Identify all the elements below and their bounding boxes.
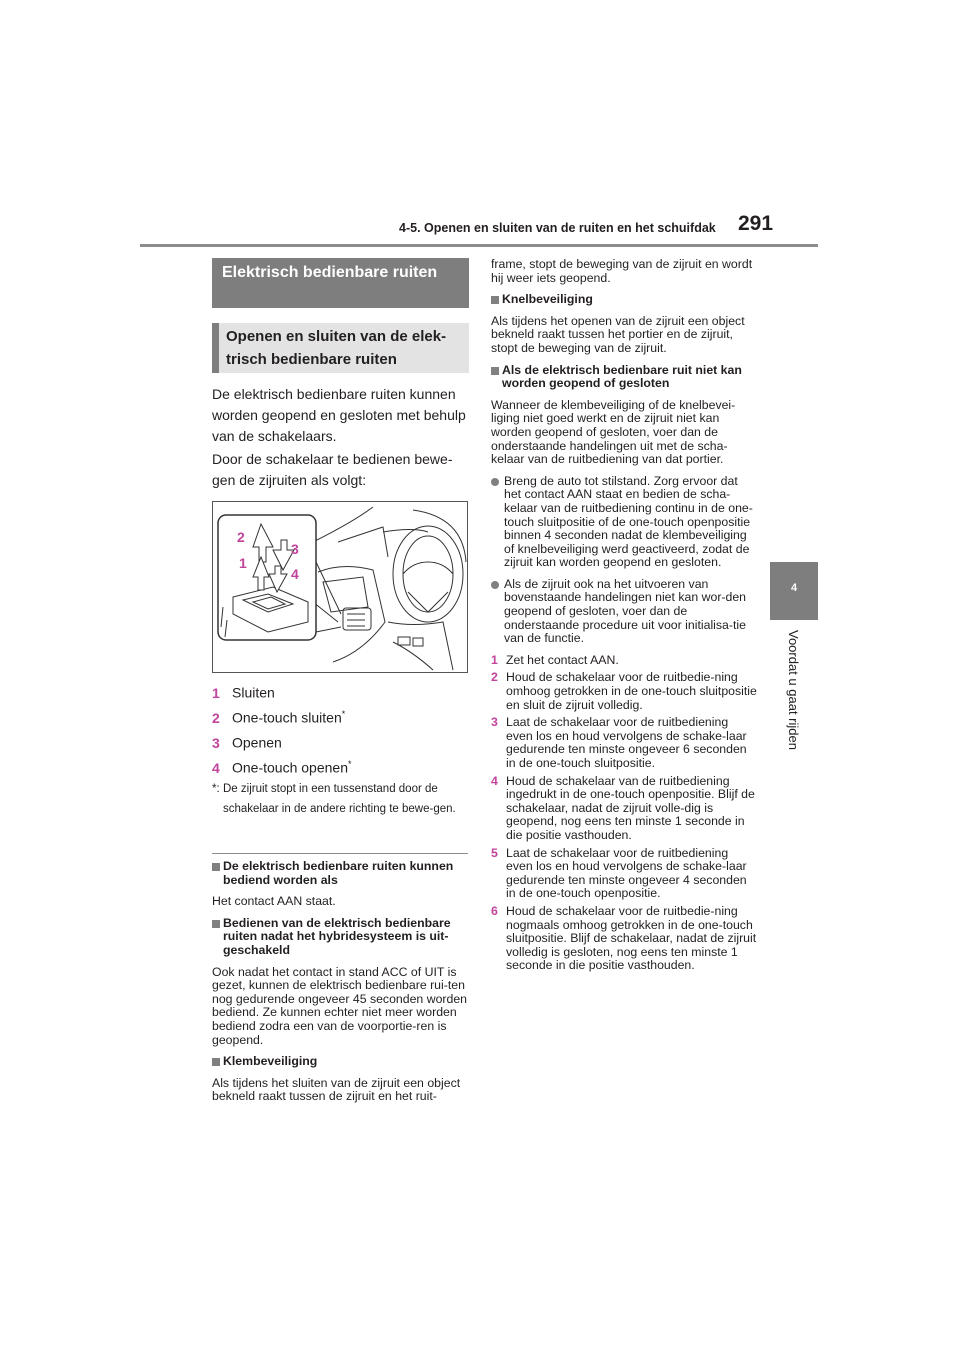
header-rule	[140, 244, 818, 247]
notes-right-column	[491, 258, 757, 977]
step-item: 1 Zet het contact AAN.	[491, 652, 619, 667]
window-switch-figure	[212, 501, 468, 673]
step-item: 3 Laat de schakelaar voor de ruitbediening even los en houd vervolgens de schake-laar gedurende ten minste ongeveer 6 seconden in de one-touch sluitpositie.	[491, 715, 747, 770]
callout-4: 4	[291, 566, 299, 582]
page-number: 291	[738, 212, 774, 235]
note-text: Ook nadat het contact in stand ACC of UIT is gezet, kunnen de elektrisch bedienbare rui-ten nog gedurende ongeveer 45 seconden worden bediend. Ze kunnen echter niet meer worden bediend zodra een van de voorportie-ren is geopend.	[212, 964, 468, 1047]
note-text: Het contact AAN staat.	[212, 894, 336, 909]
note-heading: Knelbeveiliging	[491, 293, 757, 307]
window-switch-illustration	[213, 502, 467, 672]
callout-3: 3	[291, 541, 299, 557]
section-divider	[212, 853, 468, 854]
note-text: Als tijdens het sluiten van de zijruit een object bekneld raakt tussen de zijruit en het ruit-	[212, 1075, 461, 1104]
list-item: 1 Sluiten	[212, 684, 275, 701]
chapter-tab	[770, 562, 818, 620]
note-text: frame, stopt de beweging van de zijruit en wordt hij weer iets geopend.	[491, 257, 753, 285]
subsection-title: Openen en sluiten van de elek-trisch bedienbare ruiten	[212, 323, 469, 373]
note-heading: Als de elektrisch bedienbare ruit niet kan worden geopend of gesloten	[491, 364, 757, 391]
note-text: Als tijdens het openen van de zijruit een object bekneld raakt tussen het portier en de zijruit, stopt de beweging van de zijruit.	[491, 313, 745, 355]
callout-1: 1	[239, 555, 247, 571]
section-title: Elektrisch bedienbare ruiten	[212, 258, 469, 308]
bullet-item: Breng de auto tot stilstand. Zorg ervoor dat het contact AAN staat en bedien de scha-kelaar van de ruitbediening continu in de one-touch sluitpositie of de one-touch openpositie binnen 4 seconden nadat de klembeveiliging of knelbeveiliging werd geactiveerd, zodat de zijruit kan worden geopend en gesloten.	[491, 475, 757, 570]
footnote: *: De zijruit stopt in een tussenstand door de schakelaar in de andere richting te bewe-gen.	[212, 783, 456, 815]
intro-paragraph-2: Door de schakelaar te bedienen bewe-gen de zijruiten als volgt:	[212, 451, 453, 488]
step-item: 5 Laat de schakelaar voor de ruitbediening even los en houd vervolgens de schake-laar gedurende ten minste ongeveer 4 seconden in de one-touch openpositie.	[491, 845, 747, 901]
notes-left-column	[212, 860, 470, 1112]
list-item: 2 One-touch sluiten*	[212, 709, 346, 726]
running-header: 4-5. Openen en sluiten van de ruiten en het schuifdak	[399, 221, 716, 235]
step-item: 6 Houd de schakelaar voor de ruitbedie-ning nogmaals omhoog getrokken in de one-touch sluitpositie. Blijf de schakelaar, nadat de zijruit volledig is gesloten, nog eens ten minste 1 seconde in die positie vasthouden.	[491, 903, 757, 973]
list-item: 4 One-touch openen*	[212, 759, 352, 776]
note-heading: De elektrisch bedienbare ruiten kunnen bediend worden als	[212, 860, 470, 887]
callout-2: 2	[237, 529, 245, 545]
step-item: 4 Houd de schakelaar van de ruitbediening ingedrukt in de one-touch openpositie. Blijf de schakelaar, nadat de zijruit volle-dig is geopend, nog eens ten minste 1 seconde in die positie vasthouden.	[491, 773, 755, 842]
intro-paragraph-1: De elektrisch bedienbare ruiten kunnen worden geopend en gesloten met behulp van de schakelaars.	[212, 386, 466, 444]
bullet-item: Als de zijruit ook na het uitvoeren van bovenstaande handelingen niet kan wor-den geopend of gesloten, voer dan de onderstaande procedure uit voor initialisa-tie van de functie.	[491, 578, 757, 646]
chapter-number: 4	[790, 582, 798, 594]
chapter-label: Voordat u gaat rijden	[786, 630, 801, 750]
note-heading: Bedienen van de elektrisch bedienbare ruiten nadat het hybridesysteem is uit-geschakeld	[212, 917, 470, 958]
note-heading: Klembeveiliging	[212, 1055, 470, 1069]
step-item: 2 Houd de schakelaar voor de ruitbedie-ning omhoog getrokken in de one-touch sluitpositie en sluit de zijruit volledig.	[491, 670, 757, 712]
note-text: Wanneer de klembeveiliging of de knelbevei-liging niet goed werkt en de zijruit niet kan worden geopend of gesloten, voer dan de onderstaande handelingen uit met de scha-kelaar van de ruitbediening van dat portier.	[491, 397, 736, 467]
list-item: 3 Openen	[212, 734, 282, 751]
